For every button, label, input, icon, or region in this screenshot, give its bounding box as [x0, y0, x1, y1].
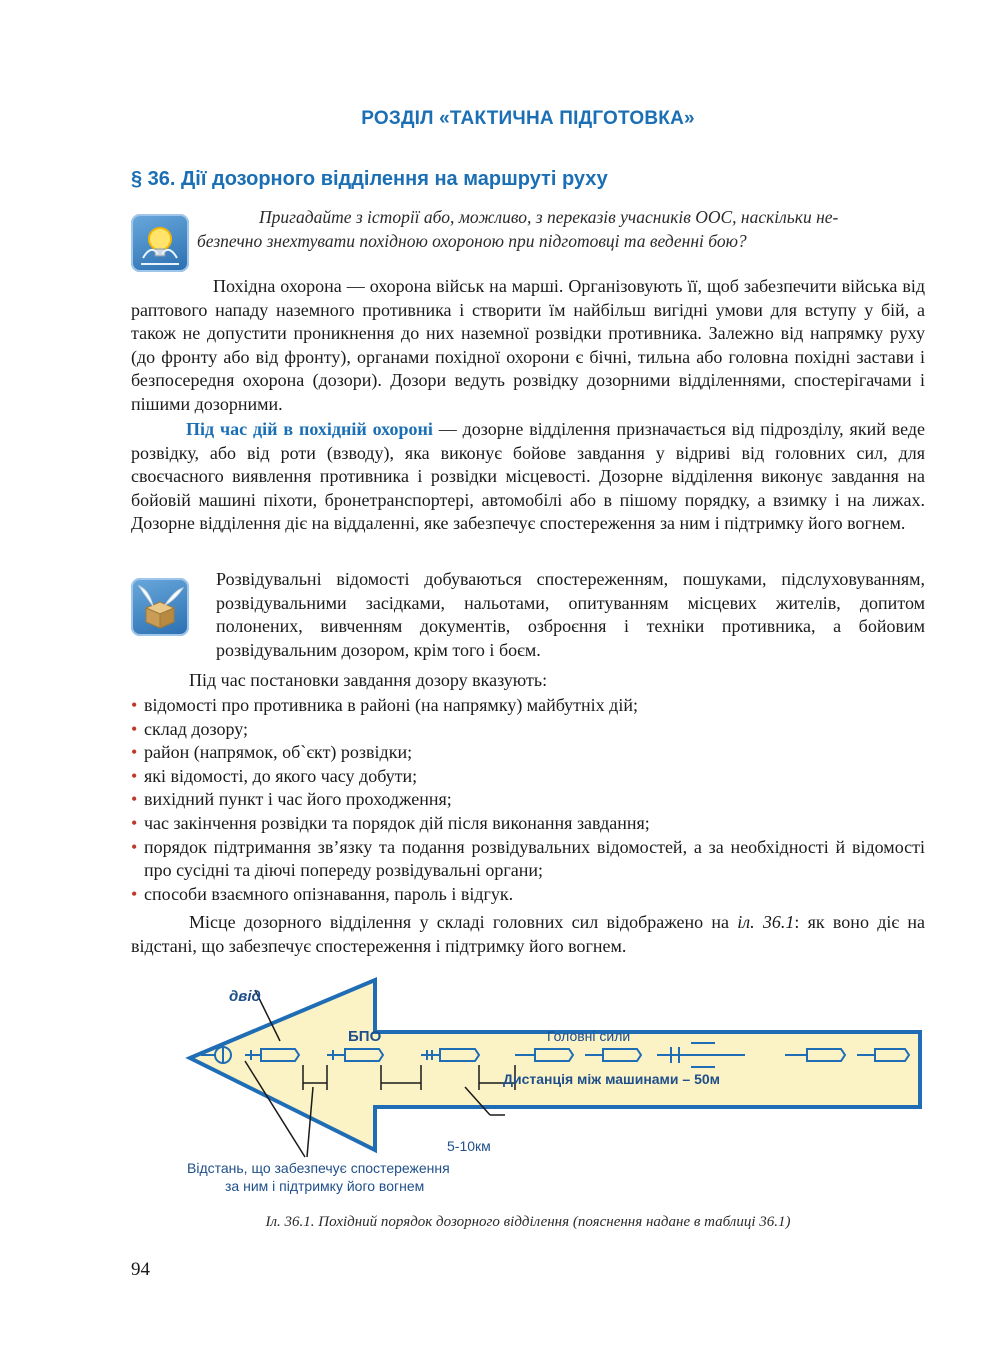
- paragraph-3: Розвідувальні відомості добуваються спостереженням, пошуками, підслуховуванням, розвідувальними засідками, нальотами, опитуванням місцевих жителів, допитом полонених, вивченням документів, озброєння і техніки противника, а бойовим розвідувальним дозором, крім того і боєм.: [216, 569, 925, 660]
- intro-question: [131, 205, 925, 253]
- section-title: РОЗДІЛ «ТАКТИЧНА ПІДГОТОВКА»: [361, 108, 695, 129]
- march-order-figure: [185, 975, 925, 1205]
- label-note-1: Відстань, що забезпечує спостереження: [187, 1160, 450, 1176]
- page-number: 94: [131, 1259, 150, 1280]
- label-note-2: за ним і підтримку його вогнем: [225, 1178, 425, 1194]
- paragraph-4: Під час постановки завдання дозору вказують:: [189, 670, 548, 690]
- list-item: • склад дозору;: [131, 718, 925, 742]
- list-item: • які відомості, до якого часу добути;: [131, 765, 925, 789]
- paragraph-5-text: Місце дозорного відділення у складі головних сил відображено на: [189, 912, 738, 932]
- label-main-forces: Головні сили: [547, 1028, 631, 1044]
- paragraph-title: § 36. Дії дозорного відділення на маршруті руху: [131, 168, 608, 190]
- feather-box-icon: [131, 578, 189, 636]
- list-item: • порядок підтримання зв’язку та подання розвідувальних відомостей, а за необхідності й відомості про сусідні та діючі попереду розвідувальні органи;: [131, 836, 925, 883]
- arrow-shape: [190, 980, 920, 1150]
- highlight-term: Під час дій в похідній охороні: [186, 419, 433, 439]
- label-range: 5-10км: [447, 1138, 491, 1154]
- label-bpo: БПО: [348, 1028, 382, 1045]
- intro-line-2: безпечно знехтувати похідною охороною при підготовці та веденні бою?: [197, 231, 747, 251]
- list-item: • відомості про противника в районі (на напрямку) майбутніх дій;: [131, 694, 925, 718]
- intro-line-1: Пригадайте з історії або, можливо, з переказів учасників ООС, наскільки не-: [259, 207, 839, 227]
- list-item: • вихідний пункт і час його проходження;: [131, 788, 925, 812]
- figure-reference: іл. 36.1: [737, 912, 795, 932]
- label-distance: Дистанція між машинами – 50м: [503, 1071, 721, 1087]
- figure-caption: Іл. 36.1. Похідний порядок дозорного відділення (пояснення надане в таблиці 36.1): [265, 1214, 791, 1230]
- paragraph-2: [131, 418, 925, 536]
- list-item: • час закінчення розвідки та порядок дій після виконання завдання;: [131, 812, 925, 836]
- task-list: [131, 694, 925, 906]
- paragraph-1: Похідна охорона — охорона військ на марші. Організовують її, щоб забезпечити війська від раптового нападу наземного противника і створити їм найбільш вигідні умови для вступу у бій, а також не допустити проникнення до них наземної розвідки противника. Залежно від напрямку руху (до фронту або від фронту), органами похідної охорони є бічні, тильна або головна похідні застави і безпосередня охорона (дозори). Дозори ведуть розвідку дозорними відділеннями, спостерігачами і пішими дозорними.: [131, 276, 925, 414]
- paragraph-5: [131, 911, 925, 958]
- list-item: • район (напрямок, об`єкт) розвідки;: [131, 741, 925, 765]
- list-item: • способи взаємного опізнавання, пароль і відгук.: [131, 883, 925, 907]
- label-dvid: двід: [229, 988, 261, 1005]
- paragraph-5-text-end: : як воно діє на відстані, що забезпечує спостереження і підтримку його вогнем.: [131, 912, 925, 956]
- paragraph-2-text: — дозорне відділення призначається від підрозділу, який веде розвідку, або від роти (взводу), яка виконує бойове завдання у відриві від головних сил, для своєчасного виявлення противника і розвідки місцевості. Дозорне відділення виконує завдання на бойовій машині піхоти, бронетранспортері, автомобілі або в пішому порядку, а взимку і на лижах. Дозорне відділення діє на віддаленні, яке забезпечує спостереження за ним і підтримку його вогнем.: [131, 419, 926, 534]
